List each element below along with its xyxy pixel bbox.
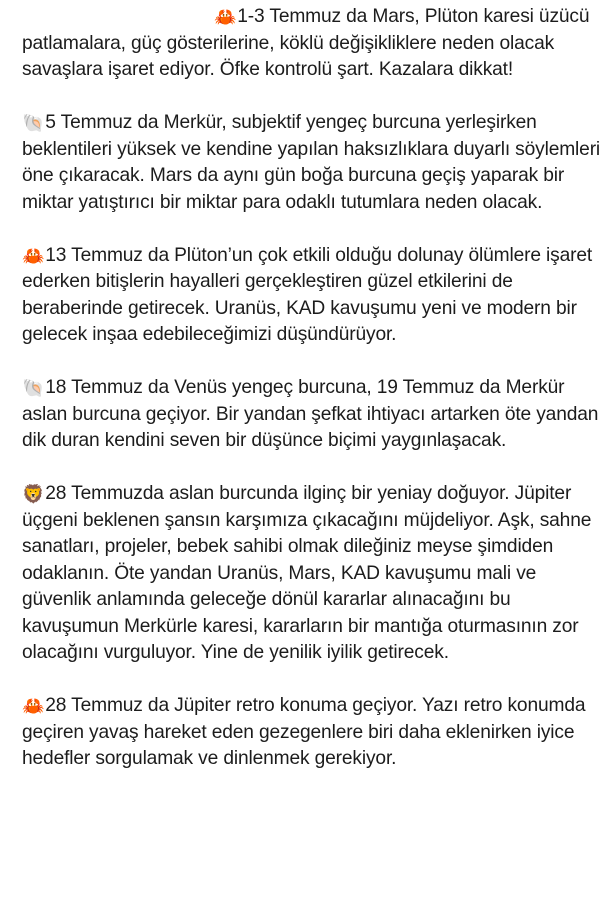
paragraph-2-text: 5 Temmuz da Merkür, subjektif yengeç burcuna yerleşirken beklentileri yüksek ve kendine yapılan haksızlıklara duyarlı söylemleri öne çıkaracak. Mars da aynı gün boğa burcuna geçiş yaparak bir miktar yatıştırıcı bir miktar para odaklı tutumlara neden olacak. — [22, 112, 601, 213]
shell-icon: 🐚 — [22, 378, 45, 398]
shell-icon: 🐚 — [22, 113, 45, 133]
paragraph-3-text: 13 Temmuz da Plüton’un çok etkili olduğu dolunay ölümlere işaret ederken bitişlerin hayalleri gerçekleştiren güzel etkilerini de beraberinde getirecek. Uranüs, KAD kavuşumu yeni ve modern bir gelecek inşaa edebileceğimizi düşündürüyor. — [22, 244, 593, 345]
crab-icon: 🦀 — [22, 696, 45, 716]
paragraph-6 — [22, 693, 607, 773]
paragraph-1 — [22, 4, 607, 84]
lion-icon: 🦁 — [22, 484, 45, 504]
crab-icon: 🦀 — [22, 245, 45, 266]
paragraph-5-text: 28 Temmuzda aslan burcunda ilginç bir yeniay doğuyor. Jüpiter üçgeni beklenen şansın karşımıza çıkacağını müjdeliyor. Aşk, sahne sanatları, projeler, bebek sahibi olmak dileğiniz meyse şimdiden odaklanın. Öte yandan Uranüs, Mars, KAD kavuşumu mali ve güvenlik anlamında geleceğe dönül kararlar alınacağını bu kavuşumun Merkürle karesi, kararların bir mantığa oturmasının zor olacağını vurguluyor. Yine de yenilik iyilik getirecek. — [22, 483, 592, 663]
horoscope-post — [22, 4, 607, 799]
paragraph-5 — [22, 481, 607, 667]
paragraph-4 — [22, 375, 607, 455]
paragraph-6-text: 28 Temmuz da Jüpiter retro konuma geçiyor. Yazı retro konumda geçiren yavaş hareket eden gezegenlere biri daha eklenirken iyice hedefler sorgulamak ve dinlenmek gerekiyor. — [22, 695, 586, 769]
paragraph-3 — [22, 243, 607, 349]
crab-icon: 🦀 — [214, 7, 237, 27]
paragraph-2 — [22, 110, 607, 216]
paragraph-1-text: 1-3 Temmuz da Mars, Plüton karesi üzücü patlamalara, güç gösterilerine, köklü değişikliklere neden olacak savaşlara işaret ediyor. Öfke kontrolü şart. Kazalara dikkat! — [22, 6, 590, 80]
paragraph-4-text: 18 Temmuz da Venüs yengeç burcuna, 19 Temmuz da Merkür aslan burcuna geçiyor. Bir yandan şefkat ihtiyacı artarken öte yandan dik duran kendini seven bir düşünce biçimi yaygınlaşacak. — [22, 377, 599, 451]
